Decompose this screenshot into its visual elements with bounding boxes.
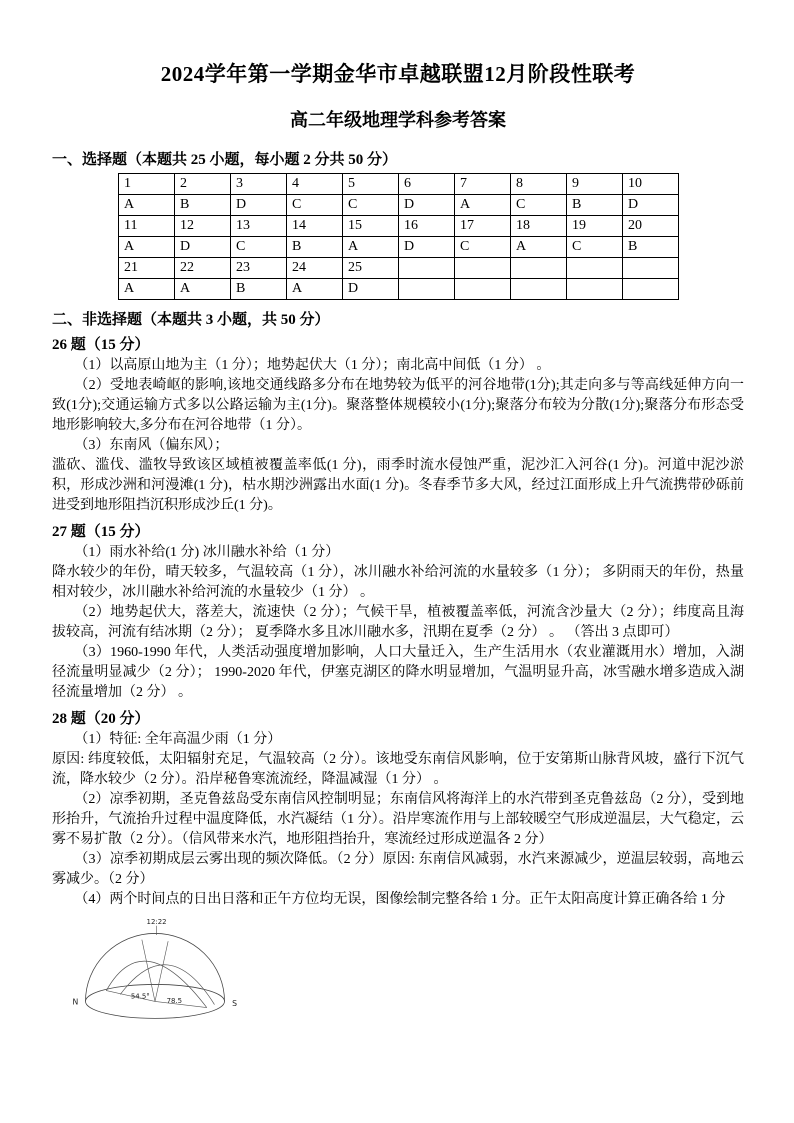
sight-line xyxy=(155,942,168,1002)
table-cell: 24 xyxy=(287,258,343,279)
table-cell: 14 xyxy=(287,216,343,237)
page-title: 2024学年第一学期金华市卓越联盟12月阶段性联考 xyxy=(160,62,636,86)
table-cell: A xyxy=(175,279,231,300)
sun-path-diagram xyxy=(66,918,744,1035)
table-cell: 8 xyxy=(511,174,567,195)
table-cell xyxy=(399,258,455,279)
question-28-heading: 28 题（20 分） xyxy=(52,711,150,728)
table-cell xyxy=(623,279,679,300)
answer-table xyxy=(118,173,679,300)
table-cell: 7 xyxy=(455,174,511,195)
answer-paragraph: （3）1960-1990 年代，人类活动强度增加影响，人口大量迁入，生产生活用水（农业灌溉用水）增加，入湖径流量明显减少（2 分）； 1990-2020 年代，伊塞克湖区的降水明显增加，气温明显升高，冰雪融水增多造成入湖径流量增加（2 分） 。 xyxy=(52,645,744,701)
table-cell: B xyxy=(175,195,231,216)
table-cell xyxy=(567,258,623,279)
answer-paragraph: 滥砍、滥伐、滥牧导致该区域植被覆盖率低(1 分)，雨季时流水侵蚀严重，泥沙汇入河谷(1 分)。河道中泥沙淤积，形成沙洲和河漫滩(1 分)，枯水期沙洲露出水面(1 分)。冬春季节多大风，经过江面形成上升气流携带砂砾前进受到地形阻挡沉积形成沙丘(1 分)。 xyxy=(52,458,744,514)
table-cell: 9 xyxy=(567,174,623,195)
table-cell: B xyxy=(623,237,679,258)
table-cell: 5 xyxy=(343,174,399,195)
table-cell xyxy=(399,279,455,300)
answer-paragraph: （1）雨水补给(1 分) 冰川融水补给（1 分） xyxy=(74,545,340,561)
angle-left-label: 54.5° xyxy=(130,992,150,1001)
table-cell: C xyxy=(287,195,343,216)
table-cell: 13 xyxy=(231,216,287,237)
angle-right-label: 78.5 xyxy=(166,997,183,1006)
table-cell: A xyxy=(511,237,567,258)
answer-paragraph: （2）凉季初期，圣克鲁兹岛受东南信风控制明显；东南信风将海洋上的水汽带到圣克鲁兹岛（2 分），受到地形抬升，气流抬升过程中温度降低，水汽凝结（1 分）。沿岸寒流作用与上部较暖空气形成逆温层，大气稳定，云雾不易扩散（2 分）。（信风带来水汽，地形阻挡抬升，寒流经过形成逆温各 2 分） xyxy=(52,792,744,848)
table-cell: C xyxy=(343,195,399,216)
table-cell: D xyxy=(399,195,455,216)
table-cell: 16 xyxy=(399,216,455,237)
answer-paragraph: （1）特征: 全年高温少雨（1 分） xyxy=(74,732,282,748)
south-label: S xyxy=(232,999,238,1009)
answer-paragraph: 降水较少的年份，晴天较多，气温较高（1 分），冰川融水补给河流的水量较多（1 分）； 多阴雨天的年份，热量相对较少，冰川融水补给河流的水量较少（1 分） 。 xyxy=(52,565,744,601)
table-cell: A xyxy=(119,279,175,300)
table-cell: D xyxy=(231,195,287,216)
north-label: N xyxy=(72,997,79,1007)
answer-paragraph: （4）两个时间点的日出日落和正午方位均无误，图像绘制完整各给 1 分。正午太阳高度计算正确各给 1 分 xyxy=(74,892,726,908)
table-cell: 15 xyxy=(343,216,399,237)
table-cell: 17 xyxy=(455,216,511,237)
table-row xyxy=(119,195,679,216)
table-cell: 3 xyxy=(231,174,287,195)
table-cell: 10 xyxy=(623,174,679,195)
table-cell: 21 xyxy=(119,258,175,279)
table-cell: 18 xyxy=(511,216,567,237)
table-cell xyxy=(511,258,567,279)
table-row xyxy=(119,216,679,237)
table-cell: C xyxy=(455,237,511,258)
table-cell: D xyxy=(623,195,679,216)
table-cell: D xyxy=(399,237,455,258)
table-cell: 23 xyxy=(231,258,287,279)
section-1-heading: 一、选择题（本题共 25 小题，每小题 2 分共 50 分） xyxy=(52,152,398,168)
answer-paragraph: （3）凉季初期成层云雾出现的频次降低。（2 分）原因: 东南信风减弱，水汽来源减少，逆温层较弱，高地云雾减少。（2 分） xyxy=(52,852,744,888)
table-cell: 22 xyxy=(175,258,231,279)
table-cell: A xyxy=(343,237,399,258)
answer-paragraph: （2）地势起伏大，落差大，流速快（2 分）；气候干旱，植被覆盖率低，河流含沙量大（2 分）；纬度高且海拔较高，河流有结冰期（2 分）； 夏季降水多且冰川融水多，汛期在夏季（2 分） 。 （答出 3 点即可） xyxy=(52,605,744,641)
table-cell: A xyxy=(119,195,175,216)
table-cell xyxy=(567,279,623,300)
answer-paragraph: （1）以高原山地为主（1 分）；地势起伏大（1 分）；南北高中间低（1 分） 。 xyxy=(74,358,551,373)
table-cell: A xyxy=(455,195,511,216)
table-cell: 19 xyxy=(567,216,623,237)
table-cell: D xyxy=(175,237,231,258)
table-cell: 12 xyxy=(175,216,231,237)
table-cell xyxy=(623,258,679,279)
section-2-heading: 二、非选择题（本题共 3 小题，共 50 分） xyxy=(52,312,330,328)
question-27-heading: 27 题（15 分） xyxy=(52,524,150,541)
table-cell: 20 xyxy=(623,216,679,237)
table-row xyxy=(119,237,679,258)
question-26-heading: 26 题（15 分） xyxy=(52,337,150,353)
table-cell: A xyxy=(119,237,175,258)
dome-arc xyxy=(85,934,224,1002)
table-cell xyxy=(455,279,511,300)
table-row xyxy=(119,279,679,300)
noon-time-label: 12:22 xyxy=(146,918,167,927)
table-cell: 11 xyxy=(119,216,175,237)
table-cell: B xyxy=(567,195,623,216)
table-cell: D xyxy=(343,279,399,300)
sun-path-diagram-svg xyxy=(66,918,244,1030)
table-cell: 2 xyxy=(175,174,231,195)
table-row xyxy=(119,258,679,279)
table-cell: B xyxy=(231,279,287,300)
table-row xyxy=(119,174,679,195)
table-cell: B xyxy=(287,237,343,258)
answer-paragraph: （2）受地表崎岖的影响,该地交通线路多分布在地势较为低平的河谷地带(1分);其走向多与等高线延伸方向一致(1分);交通运输方式多以公路运输为主(1分)。聚落整体规模较小(1分);聚落分布较为分散(1分);聚落分布形态受地形影响较大,多分布在河谷地带（1 分）。 xyxy=(52,378,744,434)
table-cell: C xyxy=(567,237,623,258)
table-cell: A xyxy=(287,279,343,300)
table-cell xyxy=(511,279,567,300)
answer-paragraph: 原因: 纬度较低，太阳辐射充足，气温较高（2 分）。该地受东南信风影响，位于安第斯山脉背风坡，盛行下沉气流，降水较少（2 分）。沿岸秘鲁寒流流经，降温减湿（1 分） 。 xyxy=(52,752,744,788)
table-cell: 1 xyxy=(119,174,175,195)
table-cell: C xyxy=(231,237,287,258)
table-cell: 6 xyxy=(399,174,455,195)
table-cell: 25 xyxy=(343,258,399,279)
table-cell: C xyxy=(511,195,567,216)
page-subtitle: 高二年级地理学科参考答案 xyxy=(290,110,506,130)
answer-paragraph: （3）东南风（偏东风）； xyxy=(74,438,229,454)
table-cell xyxy=(455,258,511,279)
table-cell: 4 xyxy=(287,174,343,195)
